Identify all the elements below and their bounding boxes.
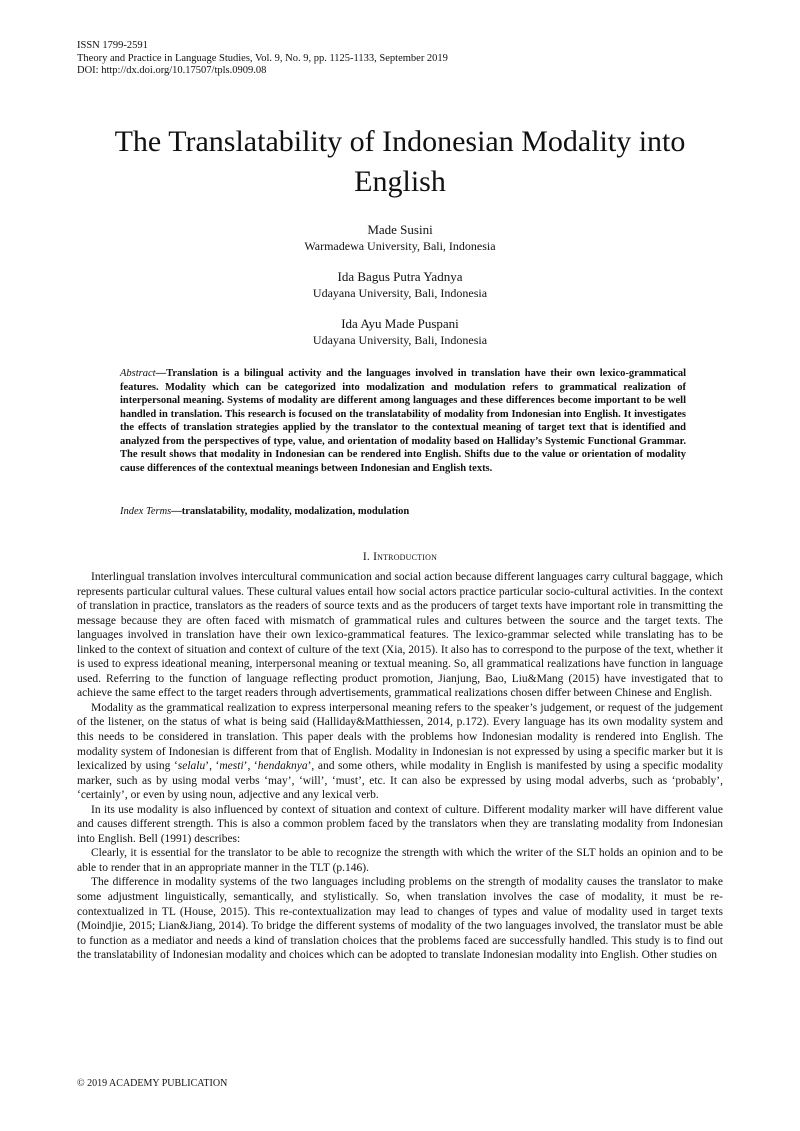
italic-term: selalu	[177, 760, 206, 773]
author-affiliation: Warmadewa University, Bali, Indonesia	[304, 239, 496, 253]
author-affiliation: Udayana University, Bali, Indonesia	[312, 286, 488, 300]
doi-link[interactable]: DOI: http://dx.doi.org/10.17507/tpls.0909.08	[77, 65, 267, 76]
author-2	[0, 268, 800, 301]
issn: ISSN 1799-2591	[77, 40, 148, 51]
index-terms-text: —translatability, modality, modalization, modulation	[171, 506, 410, 517]
paragraph: The difference in modality systems of the two languages including problems on the strength of modality causes the translator to make some adjustment linguistically, semantically, and stylistically. So, when translation involves the case of modality, it must be re-contextualized in TL (House, 2015). This re-contextualization may lead to changes of types and value of modality used in target texts (Moindjie, 2015; Lian&Jiang, 2014). To bridge the different systems of modality of the two languages involved, the translator must be able to function as a mediator and needs a kind of translation choices that the problems faced are successfully handled. This study is to find out the translatability of Indonesian modality and choices which can be adopted to translate Indonesian modality into English. Other studies on	[77, 876, 723, 962]
body-text	[77, 570, 723, 963]
author-3	[0, 315, 800, 348]
title-line-2: English	[354, 165, 446, 198]
italic-term: mesti	[219, 760, 244, 773]
author-affiliation: Udayana University, Bali, Indonesia	[312, 333, 488, 347]
abstract-label: Abstract	[120, 368, 156, 379]
abstract	[120, 367, 686, 475]
paragraph	[77, 701, 723, 803]
copyright-footer: © 2019 ACADEMY PUBLICATION	[77, 1078, 228, 1089]
journal-citation: Theory and Practice in Language Studies, Vol. 9, No. 9, pp. 1125-1133, September 2019	[77, 52, 448, 64]
paper-title	[60, 122, 740, 202]
section-title: Introduction	[373, 551, 438, 563]
paragraph: Interlingual translation involves intercultural communication and social action because different languages carry cultural baggage, which represents particular cultural values. These cultural values entail how social actors practice particular socio-cultural activities. In the context of translation in practice, translators as the readers of source texts and as the producers of target texts have important role in transmitting the message because they are often faced with mismatch of grammatical rules and cultures between the source and the target texts. The languages involved in translation have their own lexico-grammatical features. The lexico-grammar selected while translating has to be linked to the context of situation and context of culture of the text (Xia, 2015). It also has to correspond to the purpose of the text, whether it is used to express ideational meaning, interpersonal meaning or textual meaning. So, all grammatical realizations have function in language used. Referring to the function of language reflecting product promotion, Jianjung, Bao, Liu&Mang (2015) have investigated that to achieve the same effect to the target readers through advertisements, grammatical realizations chosen differ between Chinese and English.	[77, 571, 723, 700]
author-name: Ida Ayu Made Puspani	[341, 316, 459, 331]
title-line-1: The Translatability of Indonesian Modality into	[114, 125, 686, 158]
section-number: I.	[362, 551, 370, 563]
separator: ’, ‘	[243, 760, 258, 773]
author-name: Ida Bagus Putra Yadnya	[337, 269, 463, 284]
abstract-text: —Translation is a bilingual activity and the languages involved in translation have their own lexico-grammatical features. Modality which can be categorized into modalization and modulation refers to grammatical realization of interpersonal meaning. Systems of modality are different among languages and these differences become important to be well handled in translation. This research is focused on the translatability of modality from Indonesian into English. It investigates the effects of translation strategies applied by the translator to the contextual meaning of target text that is identified and analyzed from the perspectives of type, value, and orientation of modality based on Halliday’s Systemic Functional Grammar. The result shows that modality in Indonesian can be rendered into English. Shifts due to the value or orientation of modality cause differences of the contextual meanings between Indonesian and English texts.	[120, 368, 686, 474]
author-1	[0, 221, 800, 254]
italic-term: hendaknya	[257, 760, 308, 773]
journal-header	[77, 40, 448, 78]
section-heading-introduction	[0, 550, 800, 564]
paragraph-text: Modality as the grammatical realization to express interpersonal meaning refers to the speaker’s judgement, or request of the judgement of the listener, on the status of what is being said (Halliday&Matthiessen, 2014, p.172). Every language has its own modality system and this needs to be considered in translation. This paper deals with the problems how Indonesian modality is rendered into English. The modality system of Indonesian is different from that of English. Modality in Indonesian is not expressed by using a specific marker but it is lexicalized by using ‘	[77, 701, 723, 773]
index-terms-label: Index Terms	[120, 506, 172, 517]
paragraph-text: ’, and some others, while modality in English is manifested by using a specific modality marker, such as by using modal verbs ‘may’, ‘will’, ‘must’, etc. It can also be expressed by using modal adverbs, such as ‘probably’, ‘certainly’, or even by using noun, adjective and any lexical verb.	[77, 760, 723, 802]
paragraph: In its use modality is also influenced by context of situation and context of culture. Different modality marker will have different value and causes different strength. This is also a common problem faced by the translators when they are translating modality from Indonesian into English. Bell (1991) describes:	[77, 803, 723, 845]
index-terms	[120, 505, 409, 519]
block-quote: Clearly, it is essential for the translator to be able to recognize the strength with which the writer of the SLT holds an opinion and to be able to render that in an appropriate manner in the TLT (p.146).	[77, 847, 723, 874]
author-name: Made Susini	[367, 222, 433, 237]
separator: ’, ‘	[205, 760, 220, 773]
